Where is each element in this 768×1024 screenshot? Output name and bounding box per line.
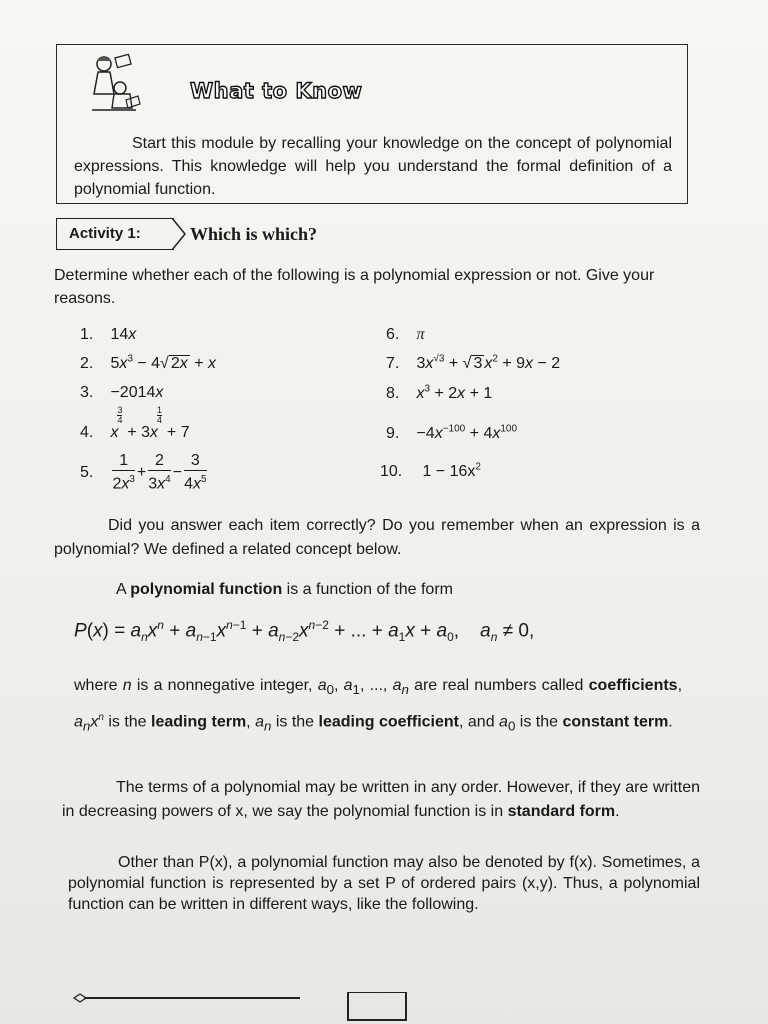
- item-number: 4.: [80, 424, 94, 441]
- intro-text: Start this module by recalling your knowledge on the concept of polynomial expressions. This knowledge will help you understand the formal definition of a polynomial function.: [74, 135, 672, 198]
- where-text: where: [74, 677, 123, 694]
- item-number: 10.: [380, 463, 403, 481]
- review-question-text: Did you answer each item correctly? Do you remember when an expression is a polynomial? We defined a related concept below.: [54, 517, 700, 558]
- is-the-text: is the: [271, 713, 319, 731]
- definition-lead-pre: A: [116, 581, 131, 598]
- item-number: 6.: [386, 326, 400, 343]
- item-expression: 14x: [110, 326, 137, 343]
- activity-instructions: Determine whether each of the following is a polynomial expression or not. Give your reasons.: [54, 267, 655, 307]
- activity-tag: Activity 1:: [56, 218, 174, 250]
- list-item: [386, 326, 424, 344]
- item-number: 2.: [80, 355, 94, 373]
- list-item: [386, 424, 517, 443]
- constant-term: constant term: [562, 713, 669, 731]
- standard-form-paragraph: The terms of a polynomial may be written in any order. However, if they are written in decreasing powers of x, we say the polynomial function is in standard form.: [62, 779, 700, 820]
- standard-form-term: standard form: [507, 803, 616, 820]
- children-reading-icon: [86, 52, 142, 114]
- notation-paragraph: [68, 852, 700, 915]
- item-number: 3.: [80, 384, 94, 401]
- order-text: The terms of a polynomial may be written in any order. However, if they are written in decreasing powers of x, we say the polynomial function is in: [62, 779, 700, 820]
- polynomial-formula: $P(x) = a_nx^n + a_{n-1}x^{n-1} + a_{n-2}x^{n-2}$ + ... + $a_1x + a_0$, $a_n \ne 0$,: [74, 618, 535, 645]
- item-number: 5.: [80, 463, 94, 481]
- item-expression: $1 - 16x^2$: [422, 462, 481, 481]
- list-item: [80, 354, 216, 373]
- intro-paragraph: [74, 132, 672, 201]
- where-text: are real numbers called: [408, 677, 584, 694]
- and-text: and: [467, 713, 500, 731]
- list-item: [80, 326, 136, 344]
- notation-text: Other than P(x), a polynomial function may also be denoted by f(x). Sometimes, a polynomial function is represented by a set P of ordered pairs (x,y). Thus, a polynomial function can be written in different ways, like the following.: [68, 854, 700, 913]
- leading-coefficient-term: leading coefficient: [318, 713, 459, 731]
- item-expression: π: [416, 326, 425, 343]
- item-expression: $3x^{√3}$ + √ 3 $x^2 + 9x - 2$: [416, 354, 561, 373]
- review-question: [54, 514, 700, 562]
- leading-term: leading term: [151, 713, 247, 731]
- footer-decoration: [70, 992, 710, 1022]
- item-number: 1.: [80, 326, 94, 343]
- list-item: [386, 384, 492, 403]
- item-expression: $-4x^{-100} + 4x^{100}$: [416, 424, 518, 443]
- item-number: 9.: [386, 425, 400, 443]
- list-item: [80, 452, 209, 493]
- list-item: [80, 405, 190, 442]
- item-number: 7.: [386, 355, 400, 373]
- coefficients-term: coefficients: [588, 677, 678, 694]
- list-item: [380, 462, 481, 481]
- activity-arrow-icon: [172, 218, 186, 250]
- item-number: 8.: [386, 385, 400, 403]
- is-the-text: is the: [515, 713, 563, 731]
- item-expression: $\frac{1}{2x^3}$ + $\frac{2}{3x^4}$ − $\frac{3}{4x^5}$: [112, 452, 207, 493]
- list-item: [386, 354, 560, 373]
- coefficient-definition: where n is a nonnegative integer, $a_0$, $a_1$, ..., $a_n$ are real numbers called coefficients, $a_nx^n$ is the leading term, $a_n$ is the leading coefficient, and $a_0$ is the constant term.: [74, 677, 683, 734]
- item-expression: −2014x: [110, 384, 164, 401]
- definition-lead-post: is a function of the form: [282, 581, 453, 598]
- definition-term: polynomial function: [130, 581, 283, 598]
- section-title: What to Know: [190, 79, 363, 103]
- is-the-text: is the: [103, 713, 152, 731]
- item-expression: $5x^3 - 4√$ 2x + x: [110, 354, 216, 373]
- list-item: [80, 384, 163, 402]
- where-text: is a nonnegative integer,: [131, 677, 318, 694]
- item-expression: $x^3 + 2x + 1$: [416, 384, 493, 403]
- activity-title: Which is which?: [190, 224, 318, 244]
- definition-lead: [116, 578, 676, 602]
- item-expression: x 3 4 + 3x 1 4 + 7: [110, 405, 190, 441]
